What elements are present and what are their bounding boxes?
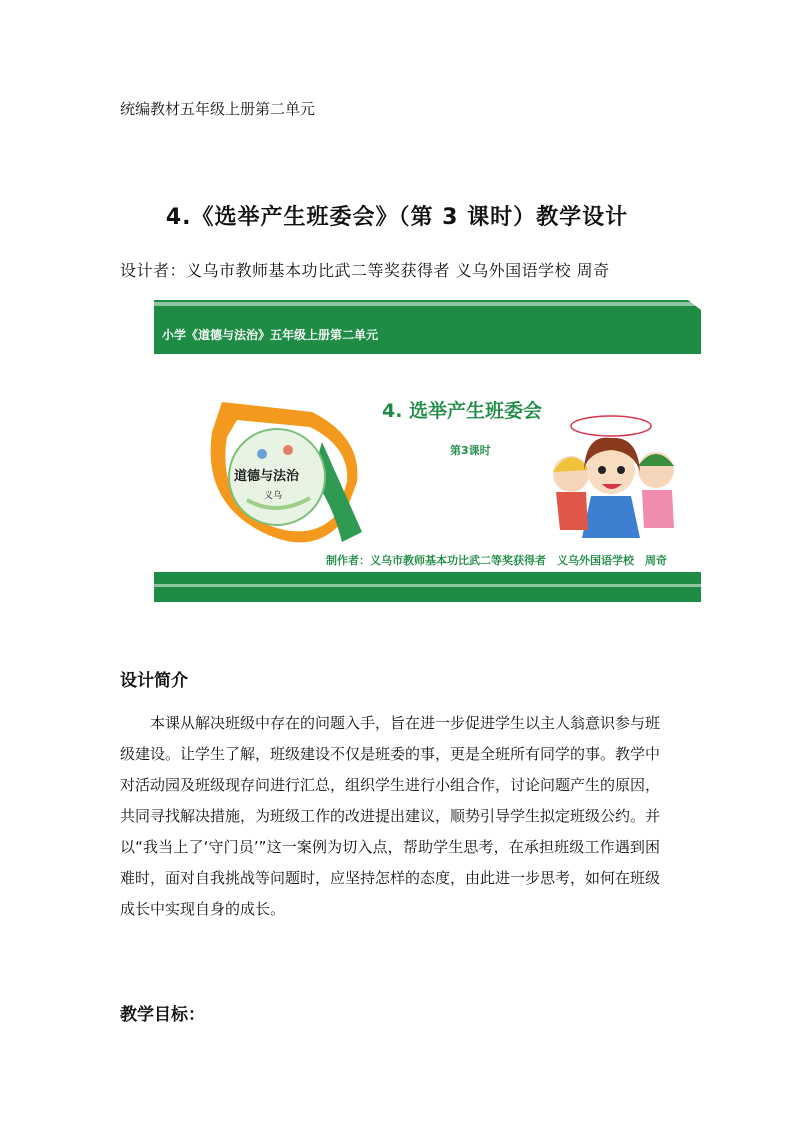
- children-illustration: [536, 412, 686, 542]
- cover-banner: [154, 300, 701, 610]
- banner-period: 第3课时: [450, 444, 491, 457]
- banner-lesson-title: 4. 选举产生班委会: [382, 400, 543, 422]
- banner-bottom-bar: [154, 572, 701, 610]
- designer-line: 设计者：义乌市教师基本功比武二等奖获得者 义乌外国语学校 周奇: [120, 261, 610, 280]
- document-header: 统编教材五年级上册第二单元: [120, 100, 316, 118]
- logo-text: 道德与法治: [234, 469, 300, 484]
- document-title: 4.《选举产生班委会》（第 3 课时）教学设计: [165, 205, 629, 230]
- section-heading-intro: 设计简介: [120, 671, 188, 691]
- banner-credit: 制作者：义乌市教师基本功比武二等奖获得者 义乌外国语学校 周奇: [326, 554, 667, 567]
- logo-subtext: 义乌: [264, 491, 283, 501]
- banner-subject-line: 小学《道德与法治》五年级上册第二单元: [162, 328, 379, 342]
- section-heading-goals: 教学目标：: [120, 1005, 205, 1025]
- intro-paragraph: 本课从解决班级中存在的问题入手，旨在进一步促进学生以主人翁意识参与班级建设。让学生了解，班级建设不仅是班委的事，更是全班所有同学的事。教学中对活动园及班级现存问进行汇总，组织学生进行小组合作，讨论问题产生的原因，共同寻找解决措施，为班级工作的改进提出建议，顺势引导学生拟定班级公约。并以“我当上了‘守门员’”这一案例为切入点，帮助学生思考，在承担班级工作遇到困难时，面对自我挑战等问题时，应坚持怎样的态度，由此进一步思考，如何在班级成长中实现自身的成长。: [120, 714, 661, 918]
